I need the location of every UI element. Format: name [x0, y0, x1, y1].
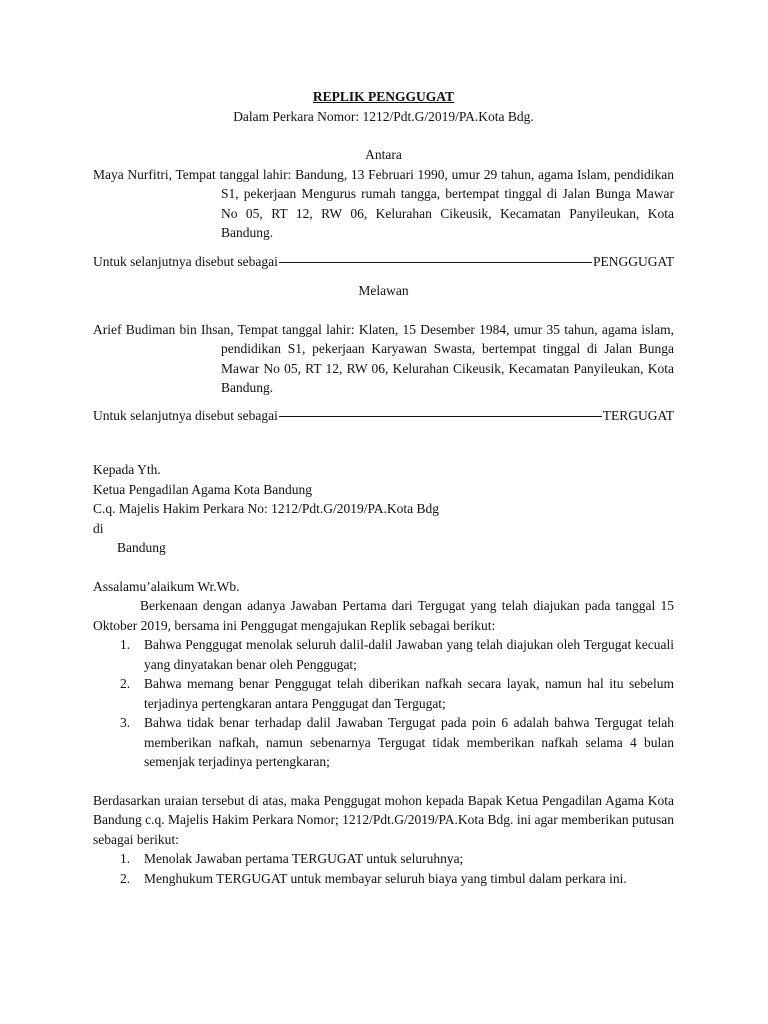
- replik-points-list: [93, 635, 674, 772]
- intro-paragraph: Berkenaan dengan adanya Jawaban Pertama dari Tergugat yang telah diajukan pada tanggal 15 Oktober 2019, bersama ini Penggugat mengajukan Replik sebagai berikut:: [93, 598, 674, 633]
- address-line: Kepada Yth.: [93, 462, 161, 477]
- greeting: Assalamu’alaikum Wr.Wb.: [93, 578, 240, 594]
- designation-prefix: Untuk selanjutnya disebut sebagai: [93, 407, 278, 423]
- list-item: [93, 635, 674, 674]
- defendant-designation: [93, 406, 674, 426]
- case-number-line: Dalam Perkara Nomor: 1212/Pdt.G/2019/PA.Kota Bdg.: [233, 108, 534, 124]
- designation-underline: [279, 262, 592, 263]
- requests-list: [93, 849, 674, 888]
- list-number: 1.: [120, 637, 131, 652]
- list-text: Menghukum TERGUGAT untuk membayar seluruh biaya yang timbul dalam perkara ini.: [144, 870, 627, 886]
- list-number: 2.: [120, 870, 131, 886]
- address-line: C.q. Majelis Hakim Perkara No: 1212/Pdt.G/2019/PA.Kota Bdg: [93, 501, 439, 516]
- list-text: Bahwa Penggugat menolak seluruh dalil-dalil Jawaban yang telah diajukan oleh Tergugat kecuali yang dinyatakan benar oleh Penggugat;: [144, 637, 674, 672]
- designation-role: TERGUGAT: [602, 407, 674, 423]
- melawan-label: Melawan: [358, 283, 409, 298]
- document-title: REPLIK PENGGUGAT: [312, 89, 455, 104]
- designation-prefix: Untuk selanjutnya disebut sebagai: [93, 253, 278, 269]
- plaintiff-designation: [93, 252, 674, 272]
- address-line: Bandung: [117, 540, 166, 555]
- list-text: Menolak Jawaban pertama TERGUGAT untuk seluruhnya;: [144, 851, 464, 866]
- list-item: [93, 869, 674, 889]
- list-number: 2.: [120, 676, 131, 691]
- defendant-identity: Arief Budiman bin Ihsan, Tempat tanggal lahir: Klaten, 15 Desember 1984, umur 35 tahun, agama islam, pendidikan S1, pekerjaan Karyawan Swasta, bertempat tinggal di Jalan Bunga Mawar No 05, RT 12, RW 06, Kelurahan Cikeusik, Kecamatan Panyileukan, Kota Bandung.: [93, 321, 674, 395]
- antara-label: Antara: [365, 147, 402, 162]
- plaintiff-identity: Maya Nurfitri, Tempat tanggal lahir: Bandung, 13 Februari 1990, umur 29 tahun, agama Islam, pendidikan S1, pekerjaan Mengurus rumah tangga, bertempat tinggal di Jalan Bunga Mawar No 05, RT 12, RW 06, Kelurahan Cikeusik, Kecamatan Panyileukan, Kota Bandung.: [93, 166, 674, 240]
- designation-role: PENGGUGAT: [593, 253, 674, 269]
- list-text: Bahwa tidak benar terhadap dalil Jawaban Tergugat pada poin 6 adalah bahwa Tergugat telah memberikan nafkah, namun sebenarnya Tergugat tidak memberikan nafkah selama 4 bulan semenjak terjadinya pertengkaran;: [144, 715, 674, 769]
- address-line: di: [93, 520, 104, 536]
- recipient-address: [93, 460, 674, 558]
- designation-underline: [279, 416, 602, 417]
- conclusion-paragraph: Berdasarkan uraian tersebut di atas, maka Penggugat mohon kepada Bapak Ketua Pengadilan Agama Kota Bandung c.q. Majelis Hakim Perkara Nomor; 1212/Pdt.G/2019/PA.Kota Bdg. ini agar memberikan putusan sebagai berikut:: [93, 792, 674, 847]
- list-number: 3.: [120, 715, 131, 730]
- document-page: [93, 87, 674, 888]
- list-item: [93, 674, 674, 713]
- list-text: Bahwa memang benar Penggugat telah diberikan nafkah secara layak, namun hal itu sebelum terjadinya pertengkaran antara Penggugat dan Tergugat;: [144, 676, 674, 711]
- address-line: Ketua Pengadilan Agama Kota Bandung: [93, 481, 312, 497]
- list-item: [93, 713, 674, 772]
- list-number: 1.: [120, 851, 131, 866]
- list-item: [93, 849, 674, 869]
